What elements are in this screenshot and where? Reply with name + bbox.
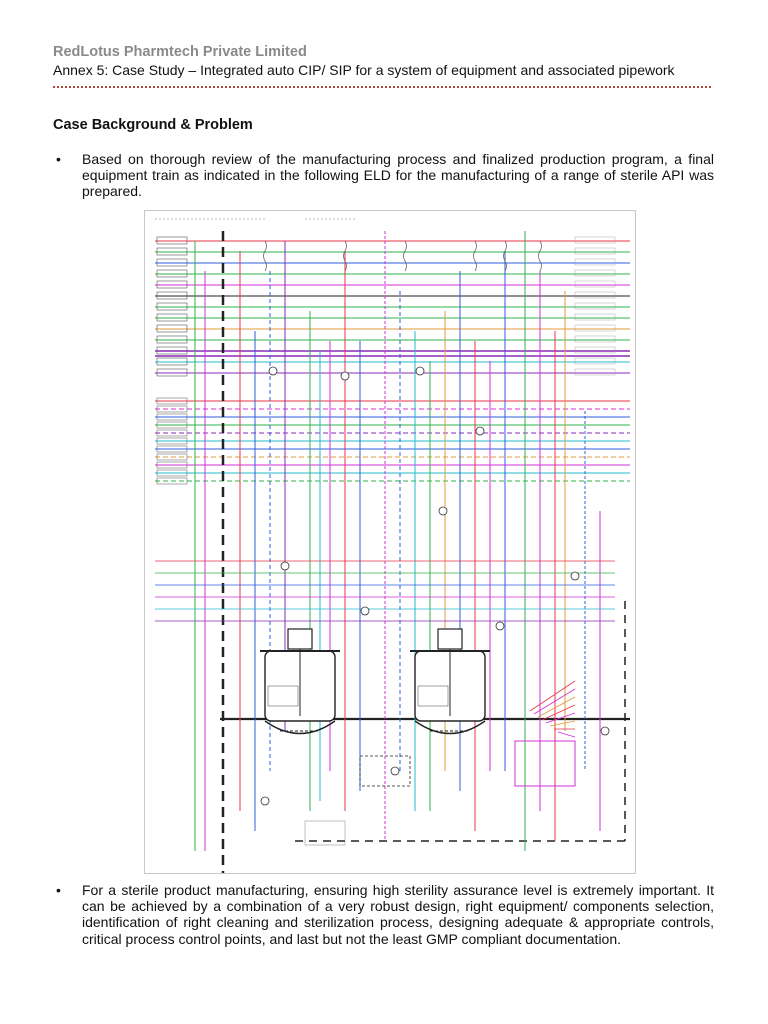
instrument-symbol — [439, 507, 447, 515]
instrument-symbol — [261, 797, 269, 805]
instrument-symbol — [571, 572, 579, 580]
line-tag — [575, 314, 615, 320]
line-tag — [575, 358, 615, 364]
line-tag — [575, 303, 615, 309]
bullet-paragraph-1: Based on thorough review of the manufacturing process and finalized production program, a final equipment train as indicated in the following ELD for the manufacturing of a range of sterile API was prepared. — [82, 151, 714, 200]
control-box — [515, 741, 575, 786]
eld-diagram — [144, 210, 636, 874]
line-tag — [575, 369, 615, 375]
eld-drawing — [145, 211, 635, 873]
line-tag — [575, 325, 615, 331]
instrument-symbol — [416, 367, 424, 375]
bullet-marker: • — [56, 151, 61, 167]
line-tag — [575, 237, 615, 243]
instrument-symbol — [269, 367, 277, 375]
instrument-symbol — [601, 727, 609, 735]
agitator-motor — [288, 629, 312, 649]
header-divider — [53, 86, 711, 88]
bullet-paragraph-2: For a sterile product manufacturing, ensuring high sterility assurance level is extremely important. It can be achieved by a combination of a very robust design, right equipment/ components selection, identification of right cleaning and sterilization process, designing adequate & appropriate controls, critical process control points, and last but not the least GMP compliant documentation. — [82, 882, 714, 947]
company-name: RedLotus Pharmtech Private Limited — [53, 44, 307, 60]
line-tag — [575, 347, 615, 353]
bullet-marker: • — [56, 882, 61, 898]
section-heading: Case Background & Problem — [53, 117, 253, 133]
instrument-symbol — [361, 607, 369, 615]
line-tag — [575, 292, 615, 298]
flex-hose — [264, 241, 267, 271]
pipe-line — [550, 721, 575, 726]
instrument-symbol — [476, 427, 484, 435]
flex-hose — [539, 241, 542, 271]
vessel-bottom — [265, 721, 335, 734]
line-tag — [575, 281, 615, 287]
line-tag — [575, 248, 615, 254]
annex-title: Annex 5: Case Study – Integrated auto CIP/ SIP for a system of equipment and associated pipework — [53, 62, 675, 78]
instrument-symbol — [391, 767, 399, 775]
pipe-line — [558, 732, 575, 737]
instrument-symbol — [496, 622, 504, 630]
instrument-symbol — [281, 562, 289, 570]
line-tag — [575, 336, 615, 342]
line-tag — [575, 259, 615, 265]
line-tag — [575, 270, 615, 276]
pipe-line — [530, 681, 575, 711]
flex-hose — [404, 241, 407, 271]
instrument-symbol — [341, 372, 349, 380]
agitator-motor — [438, 629, 462, 649]
flex-hose — [474, 241, 477, 271]
